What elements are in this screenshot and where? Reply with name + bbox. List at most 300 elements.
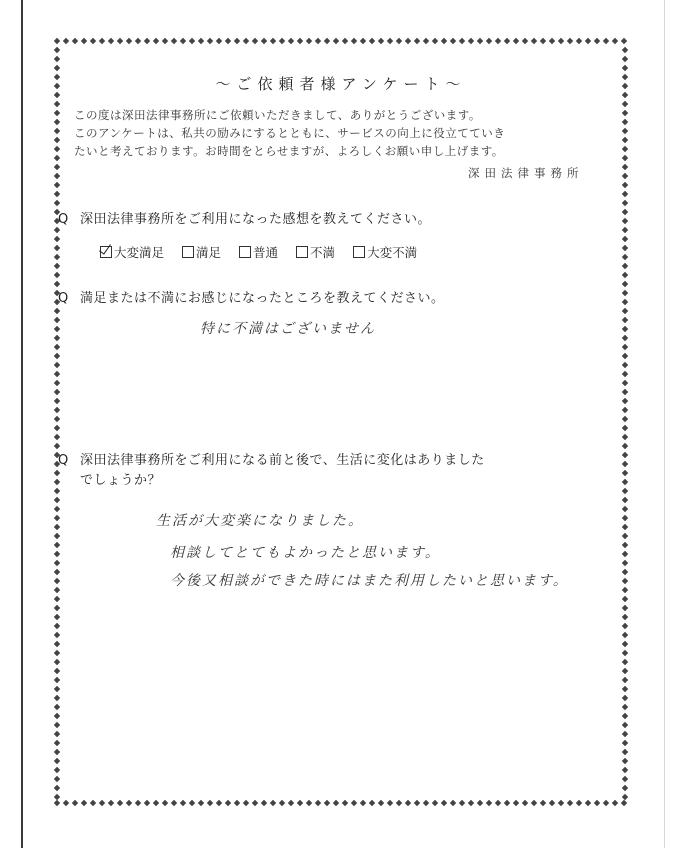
border-diamond [504,38,510,44]
border-diamond [585,800,591,806]
border-diamond [54,659,60,665]
border-diamond [622,794,628,800]
border-diamond [54,38,60,44]
border-diamond [622,713,628,719]
border-diamond [54,569,60,575]
option-very-dissatisfied[interactable] [353,243,417,261]
border-diamond [622,56,628,62]
border-diamond [486,38,492,44]
border-diamond [54,677,60,683]
border-diamond [81,38,87,44]
border-diamond [622,326,628,332]
border-diamond [162,800,168,806]
border-diamond [369,800,375,806]
border-diamond [54,119,60,125]
intro-line: この度は深田法律事務所にご依頼いただきまして、ありがとうございます。 [74,108,481,122]
border-diamond [54,272,60,278]
border-diamond [234,38,240,44]
border-diamond [468,800,474,806]
border-diamond [54,632,60,638]
border-diamond [622,605,628,611]
border-diamond [622,515,628,521]
border-diamond [603,38,609,44]
border-diamond [54,182,60,188]
border-diamond [153,38,159,44]
border-diamond [622,110,628,116]
border-diamond [622,191,628,197]
border-diamond [216,800,222,806]
border-diamond [54,524,60,530]
border-diamond [622,164,628,170]
border-diamond [585,38,591,44]
border-diamond [622,281,628,287]
border-diamond [540,38,546,44]
border-diamond [622,299,628,305]
border-diamond [378,38,384,44]
border-diamond [549,800,555,806]
border-diamond [622,200,628,206]
border-diamond [351,800,357,806]
border-diamond [423,38,429,44]
border-diamond [117,38,123,44]
border-diamond [622,317,628,323]
border-diamond [54,65,60,71]
border-diamond [54,614,60,620]
border-diamond [54,164,60,170]
border-diamond [279,800,285,806]
border-diamond [622,335,628,341]
border-diamond [54,407,60,413]
border-diamond [54,254,60,260]
border-diamond [622,650,628,656]
border-diamond [622,452,628,458]
border-diamond [405,800,411,806]
border-diamond [99,800,105,806]
border-diamond [622,128,628,134]
border-diamond [306,800,312,806]
intro-text [74,106,622,160]
border-diamond [622,749,628,755]
border-diamond [622,776,628,782]
handwritten-answer-line: 相談してとてもよかったと思います。 [170,545,441,561]
border-diamond [622,416,628,422]
question-2 [58,287,445,306]
question-text-continued: でしょうか？ [80,473,162,488]
border-diamond [622,677,628,683]
border-diamond [423,800,429,806]
border-diamond [576,38,582,44]
border-diamond [522,38,528,44]
border-diamond [603,800,609,806]
border-diamond [622,65,628,71]
border-diamond [54,596,60,602]
border-diamond [54,416,60,422]
border-diamond [622,155,628,161]
border-diamond [594,800,600,806]
border-diamond [441,38,447,44]
border-diamond [144,38,150,44]
border-diamond [54,650,60,656]
question-1 [58,208,431,227]
border-diamond [324,38,330,44]
option-neutral[interactable] [239,243,278,261]
border-diamond [441,800,447,806]
border-diamond [54,245,60,251]
border-diamond [54,398,60,404]
border-diamond [72,800,78,806]
border-diamond [225,800,231,806]
border-diamond [63,800,69,806]
border-diamond [54,641,60,647]
border-diamond [135,800,141,806]
border-diamond [622,488,628,494]
border-diamond [360,38,366,44]
border-diamond [279,38,285,44]
border-diamond [270,800,276,806]
border-diamond [432,38,438,44]
border-diamond [243,38,249,44]
border-diamond [612,38,618,44]
border-diamond [622,533,628,539]
border-diamond [54,101,60,107]
option-satisfied[interactable] [182,243,221,261]
border-diamond [414,800,420,806]
border-diamond [54,389,60,395]
border-diamond [189,800,195,806]
border-diamond [486,800,492,806]
border-diamond [622,506,628,512]
border-diamond [622,344,628,350]
border-diamond [54,722,60,728]
border-diamond [54,434,60,440]
office-signature: 深田法律事務所 [468,166,584,180]
border-diamond [126,800,132,806]
border-diamond [622,209,628,215]
border-diamond [198,800,204,806]
border-diamond [622,218,628,224]
border-diamond [622,362,628,368]
border-diamond [297,800,303,806]
border-diamond [622,569,628,575]
border-diamond [405,38,411,44]
border-diamond [622,173,628,179]
border-diamond [622,614,628,620]
satisfaction-options [100,243,417,261]
border-diamond [622,380,628,386]
border-diamond [622,695,628,701]
border-diamond [288,800,294,806]
border-diamond [315,800,321,806]
border-diamond [567,800,573,806]
border-diamond [622,740,628,746]
question-marker: Q [58,291,69,306]
handwritten-answer-line: 生活が大変楽になりました。 [156,513,364,529]
border-diamond [622,623,628,629]
border-diamond [261,800,267,806]
border-diamond [549,38,555,44]
border-diamond [531,800,537,806]
border-diamond [567,38,573,44]
border-diamond [342,38,348,44]
border-diamond [207,800,213,806]
border-diamond [54,425,60,431]
border-diamond [54,776,60,782]
border-diamond [54,263,60,269]
option-label: 不満 [310,245,336,260]
border-diamond [622,272,628,278]
border-diamond [288,38,294,44]
border-diamond [162,38,168,44]
border-diamond [54,200,60,206]
border-diamond [54,110,60,116]
border-diamond [117,800,123,806]
border-diamond [54,533,60,539]
border-diamond [622,524,628,530]
border-diamond [54,380,60,386]
border-diamond [333,38,339,44]
border-diamond [126,38,132,44]
border-diamond [261,38,267,44]
border-diamond [54,371,60,377]
border-diamond [54,695,60,701]
question-text: 深田法律事務所をご利用になった感想を教えてください。 [80,212,432,227]
border-diamond [54,335,60,341]
border-diamond [54,785,60,791]
border-diamond [622,389,628,395]
border-diamond [54,704,60,710]
border-diamond [54,443,60,449]
question-text: 深田法律事務所をご利用になる前と後で、生活に変化はありました [80,453,485,468]
border-diamond [54,686,60,692]
border-diamond [198,38,204,44]
border-diamond [99,38,105,44]
border-diamond [622,434,628,440]
border-diamond [90,38,96,44]
checkbox[interactable] [353,246,365,258]
border-diamond [54,668,60,674]
option-label: 大変満足 [114,245,165,260]
handwritten-answer: 特に不満はございません [200,321,376,337]
border-diamond [54,362,60,368]
border-diamond [396,38,402,44]
border-diamond [621,800,627,806]
border-diamond [90,800,96,806]
border-diamond [54,767,60,773]
border-diamond [396,800,402,806]
border-diamond [531,38,537,44]
border-diamond [622,497,628,503]
border-diamond [558,38,564,44]
border-diamond [622,479,628,485]
question-3 [58,451,485,491]
border-diamond [622,722,628,728]
border-diamond [622,308,628,314]
page-edge-rule [21,0,23,848]
border-diamond [225,38,231,44]
border-diamond [622,443,628,449]
border-diamond [504,800,510,806]
border-diamond [622,407,628,413]
border-diamond [144,800,150,806]
border-diamond [108,800,114,806]
border-diamond [622,101,628,107]
border-diamond [622,578,628,584]
border-diamond [622,236,628,242]
border-diamond [54,551,60,557]
border-diamond [54,731,60,737]
border-diamond [622,47,628,53]
border-diamond [297,38,303,44]
border-diamond [622,263,628,269]
border-diamond [622,587,628,593]
border-diamond [622,731,628,737]
border-diamond [513,800,519,806]
border-diamond [54,515,60,521]
border-diamond [54,236,60,242]
border-diamond [495,800,501,806]
border-diamond [54,497,60,503]
border-diamond [622,668,628,674]
border-diamond [54,623,60,629]
border-diamond [622,542,628,548]
border-diamond [189,38,195,44]
border-diamond [54,308,60,314]
border-diamond [54,749,60,755]
border-diamond [459,800,465,806]
border-diamond [622,182,628,188]
border-diamond [622,560,628,566]
option-very-satisfied[interactable] [100,243,164,261]
border-diamond [622,254,628,260]
question-marker: Q [58,212,69,227]
border-diamond [252,800,258,806]
border-diamond [54,578,60,584]
border-diamond [351,38,357,44]
handwritten-answer-line: 今後又相談ができた時にはまた利用したいと思います。 [170,573,569,589]
border-diamond [477,38,483,44]
border-diamond [207,38,213,44]
border-diamond [459,38,465,44]
border-diamond [622,425,628,431]
border-diamond [450,38,456,44]
border-diamond [612,800,618,806]
checkbox-checked[interactable] [100,246,112,258]
border-diamond [270,38,276,44]
border-diamond [324,800,330,806]
intro-line: このアンケートは、私共の励みにするとともに、サービスの向上に役立てていき [74,126,506,140]
border-diamond [306,38,312,44]
border-diamond [54,326,60,332]
border-diamond [63,38,69,44]
border-diamond [622,659,628,665]
border-diamond [540,800,546,806]
border-diamond [54,191,60,197]
option-dissatisfied[interactable] [296,243,335,261]
border-diamond [513,38,519,44]
border-diamond [622,137,628,143]
border-diamond [576,800,582,806]
border-diamond [622,398,628,404]
border-diamond [54,794,60,800]
border-diamond [622,461,628,467]
border-diamond [54,740,60,746]
border-diamond [622,686,628,692]
option-label: 満足 [196,245,222,260]
border-diamond [622,641,628,647]
border-diamond [333,800,339,806]
checkbox[interactable] [182,246,194,258]
border-diamond [432,800,438,806]
border-diamond [252,38,258,44]
border-diamond [360,800,366,806]
border-diamond [622,785,628,791]
border-diamond [72,38,78,44]
checkbox[interactable] [296,246,308,258]
checkbox[interactable] [239,246,251,258]
border-diamond [468,38,474,44]
border-diamond [622,767,628,773]
border-diamond [621,38,627,44]
border-diamond [54,506,60,512]
border-diamond [180,800,186,806]
border-diamond [622,704,628,710]
border-diamond [234,800,240,806]
survey-form [52,36,630,808]
border-diamond [54,146,60,152]
border-diamond [54,56,60,62]
border-diamond [54,137,60,143]
border-diamond [54,344,60,350]
border-diamond [54,128,60,134]
border-diamond [622,632,628,638]
border-diamond [54,542,60,548]
border-diamond [54,758,60,764]
border-diamond [54,317,60,323]
border-diamond [558,800,564,806]
border-diamond [622,371,628,377]
border-diamond [54,713,60,719]
border-diamond [522,800,528,806]
border-diamond [495,38,501,44]
border-diamond [622,353,628,359]
option-label: 大変不満 [367,245,418,260]
border-diamond [622,146,628,152]
border-diamond [622,470,628,476]
border-diamond [54,353,60,359]
border-diamond [216,38,222,44]
survey-title: 〜ご依頼者様アンケート〜 [215,75,467,93]
border-diamond [135,38,141,44]
border-diamond [54,587,60,593]
border-diamond [622,551,628,557]
border-diamond [622,596,628,602]
border-diamond [387,800,393,806]
border-diamond [153,800,159,806]
border-diamond [108,38,114,44]
option-label: 普通 [253,245,279,260]
border-diamond [171,800,177,806]
border-diamond [54,605,60,611]
intro-line: たいと考えております。お時間をとらせますが、よろしくお願い申し上げます。 [74,144,504,158]
border-diamond [378,800,384,806]
border-diamond [243,800,249,806]
border-diamond [54,560,60,566]
border-diamond [622,245,628,251]
border-diamond [180,38,186,44]
question-marker: Q [58,453,69,468]
border-diamond [622,290,628,296]
border-diamond [414,38,420,44]
